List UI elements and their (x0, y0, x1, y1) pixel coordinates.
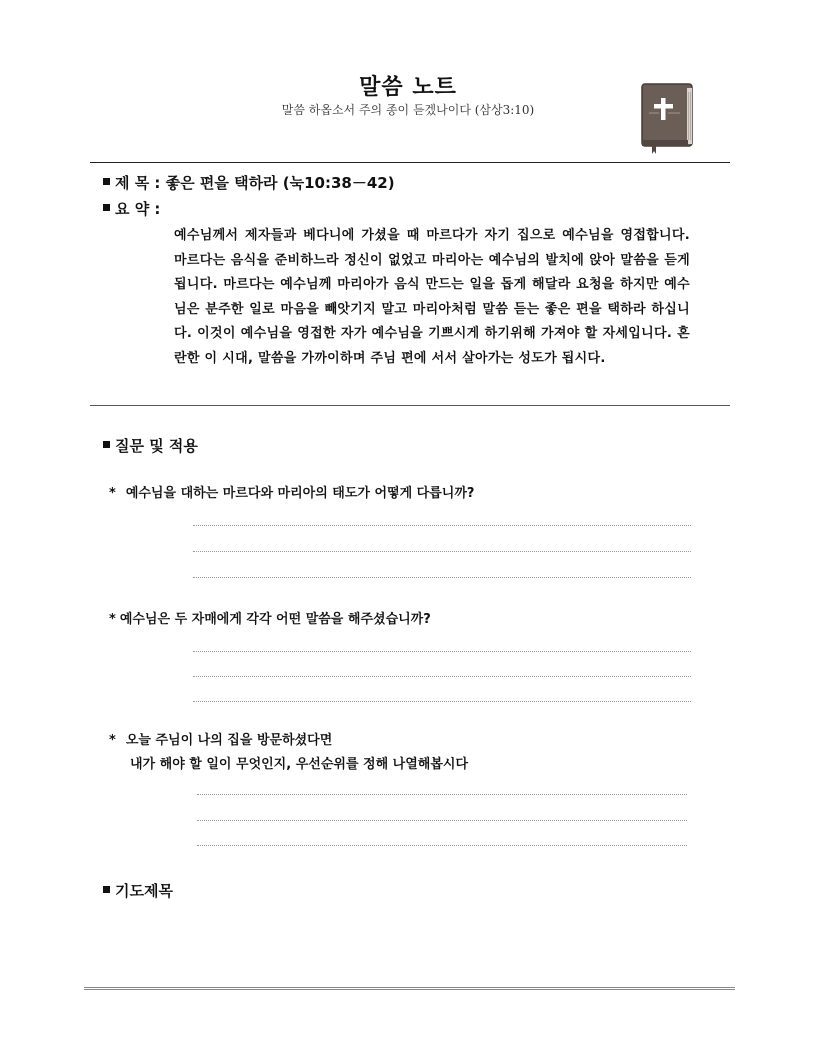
section-divider (90, 405, 730, 406)
answer-line[interactable] (193, 525, 691, 526)
answer-line[interactable] (193, 577, 691, 578)
sermon-title-label: 제 목 : (115, 174, 161, 192)
page-title: 말씀 노트 (359, 75, 457, 100)
question-bullet: * (109, 486, 116, 501)
question-text: 오늘 주님이 나의 집을 방문하셨다면 (125, 733, 333, 748)
answer-line[interactable] (193, 651, 691, 652)
footer-divider (84, 987, 735, 990)
bible-icon (640, 82, 696, 154)
summary-field (103, 198, 160, 219)
question-line (109, 729, 468, 753)
question-bullet: * (109, 733, 116, 748)
questions-heading-label: 질문 및 적용 (115, 437, 198, 455)
question-3 (109, 729, 468, 777)
answer-line[interactable] (193, 676, 691, 677)
question-2 (109, 608, 431, 632)
sermon-title-field (103, 172, 395, 193)
question-text: 예수님은 두 자매에게 각각 어떤 말씀을 해주셨습니까? (119, 612, 431, 627)
summary-label: 요 약 : (115, 200, 161, 218)
question-bullet: * (109, 612, 116, 627)
bullet-square (103, 441, 110, 448)
answer-line[interactable] (193, 551, 691, 552)
question-text: 예수님을 대하는 마르다와 마리아의 태도가 어떻게 다릅니까? (125, 486, 475, 501)
answer-line[interactable] (197, 845, 687, 846)
bullet-square (103, 204, 110, 211)
question-1 (109, 482, 474, 506)
questions-heading (103, 435, 198, 456)
answer-line[interactable] (197, 794, 687, 795)
summary-text: 예수님께서 제자들과 베다니에 가셨을 때 마르다가 자기 집으로 예수님을 영접합니다. 마르다는 음식을 준비하느라 정신이 없었고 마리아는 예수님의 발치에 앉아 말씀을 듣게 됩니다. 마르다는 예수님께 마리아가 음식 만드는 일을 돕게 해달라 요청을 하지만 예수님은 분주한 일로 마음을 빼앗기지 말고 마리아처럼 말씀 듣는 좋은 편을 택하라 하십니다. 이것이 예수님을 영접한 자가 예수님을 기쁘시게 하기위해 가져야 할 자세입니다. 혼란한 이 시대, 말씀을 가까이하며 주님 편에 서서 살아가는 성도가 됩시다. (174, 228, 690, 366)
answer-line[interactable] (197, 820, 687, 821)
bullet-square (103, 178, 110, 185)
prayer-heading-label: 기도제목 (115, 882, 173, 900)
page-subtitle: 말씀 하옵소서 주의 종이 듣겠나이다 (삼상3:10) (281, 103, 535, 117)
header-divider (90, 162, 730, 163)
sermon-title-value: 좋은 편을 택하라 (눅10:38－42) (165, 174, 395, 192)
answer-line[interactable] (193, 701, 691, 702)
prayer-heading (103, 880, 173, 901)
question-text: 내가 해야 할 일이 무엇인지, 우선순위를 정해 나열해봅시다 (130, 757, 469, 772)
question-line (109, 753, 468, 777)
bullet-square (103, 886, 110, 893)
